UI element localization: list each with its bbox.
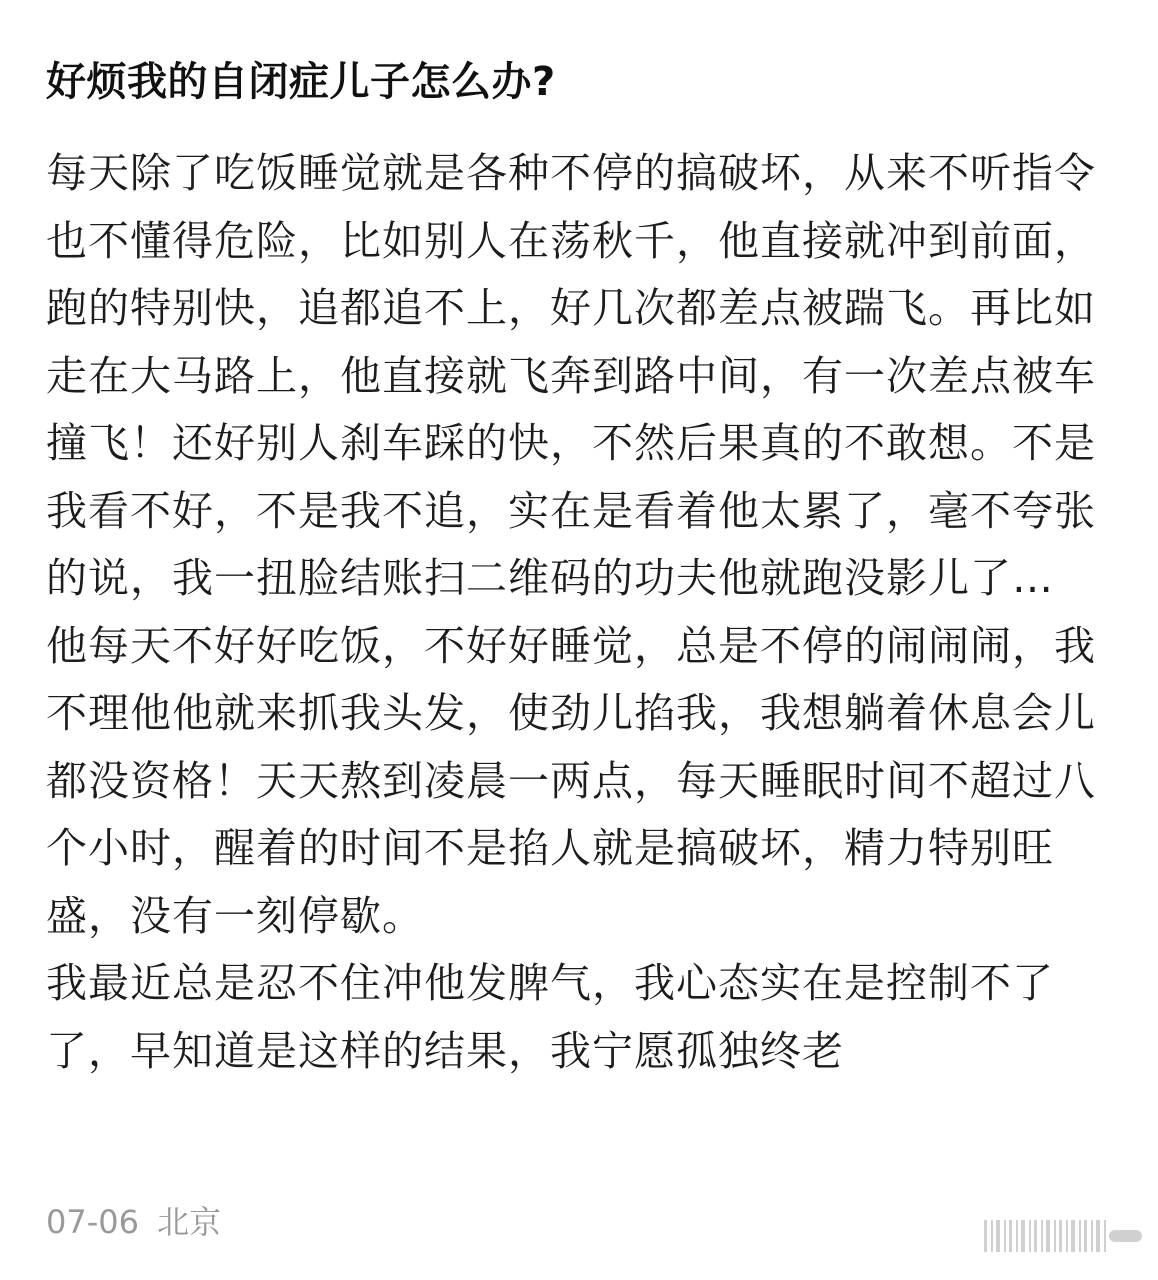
post-title: 好烦我的自闭症儿子怎么办?	[46, 59, 556, 105]
barcode-watermark-icon	[984, 1214, 1144, 1258]
post-location: 北京	[157, 1203, 222, 1241]
post-body	[46, 140, 1100, 1085]
post-meta	[46, 1198, 221, 1246]
post-paragraph-2: 他每天不好好吃饭，不好好睡觉，总是不停的闹闹闹，我不理他他就来抓我头发，使劲儿掐我，我想躺着休息会儿都没资格！天天熬到凌晨一两点，每天睡眠时间不超过八个小时，醒着的时间不是掐人就是搞破坏，精力特别旺盛，没有一刻停歇。	[46, 621, 1096, 940]
post-paragraph-3: 我最近总是忍不住冲他发脾气，我心态实在是控制不了了，早知道是这样的结果，我宁愿孤独终老	[46, 959, 1054, 1075]
post-date: 07-06	[46, 1203, 139, 1241]
post-paragraph-1: 每天除了吃饭睡觉就是各种不停的搞破坏，从来不听指令也不懂得危险，比如别人在荡秋千，他直接就冲到前面，跑的特别快，追都追不上，好几次都差点被踹飞。再比如走在大马路上，他直接就飞奔到路中间，有一次差点被车撞飞！还好别人刹车踩的快，不然后果真的不敢想。不是我看不好，不是我不追，实在是看着他太累了，毫不夸张的说，我一扭脸结账扫二维码的功夫他就跑没影儿了…	[46, 149, 1096, 602]
